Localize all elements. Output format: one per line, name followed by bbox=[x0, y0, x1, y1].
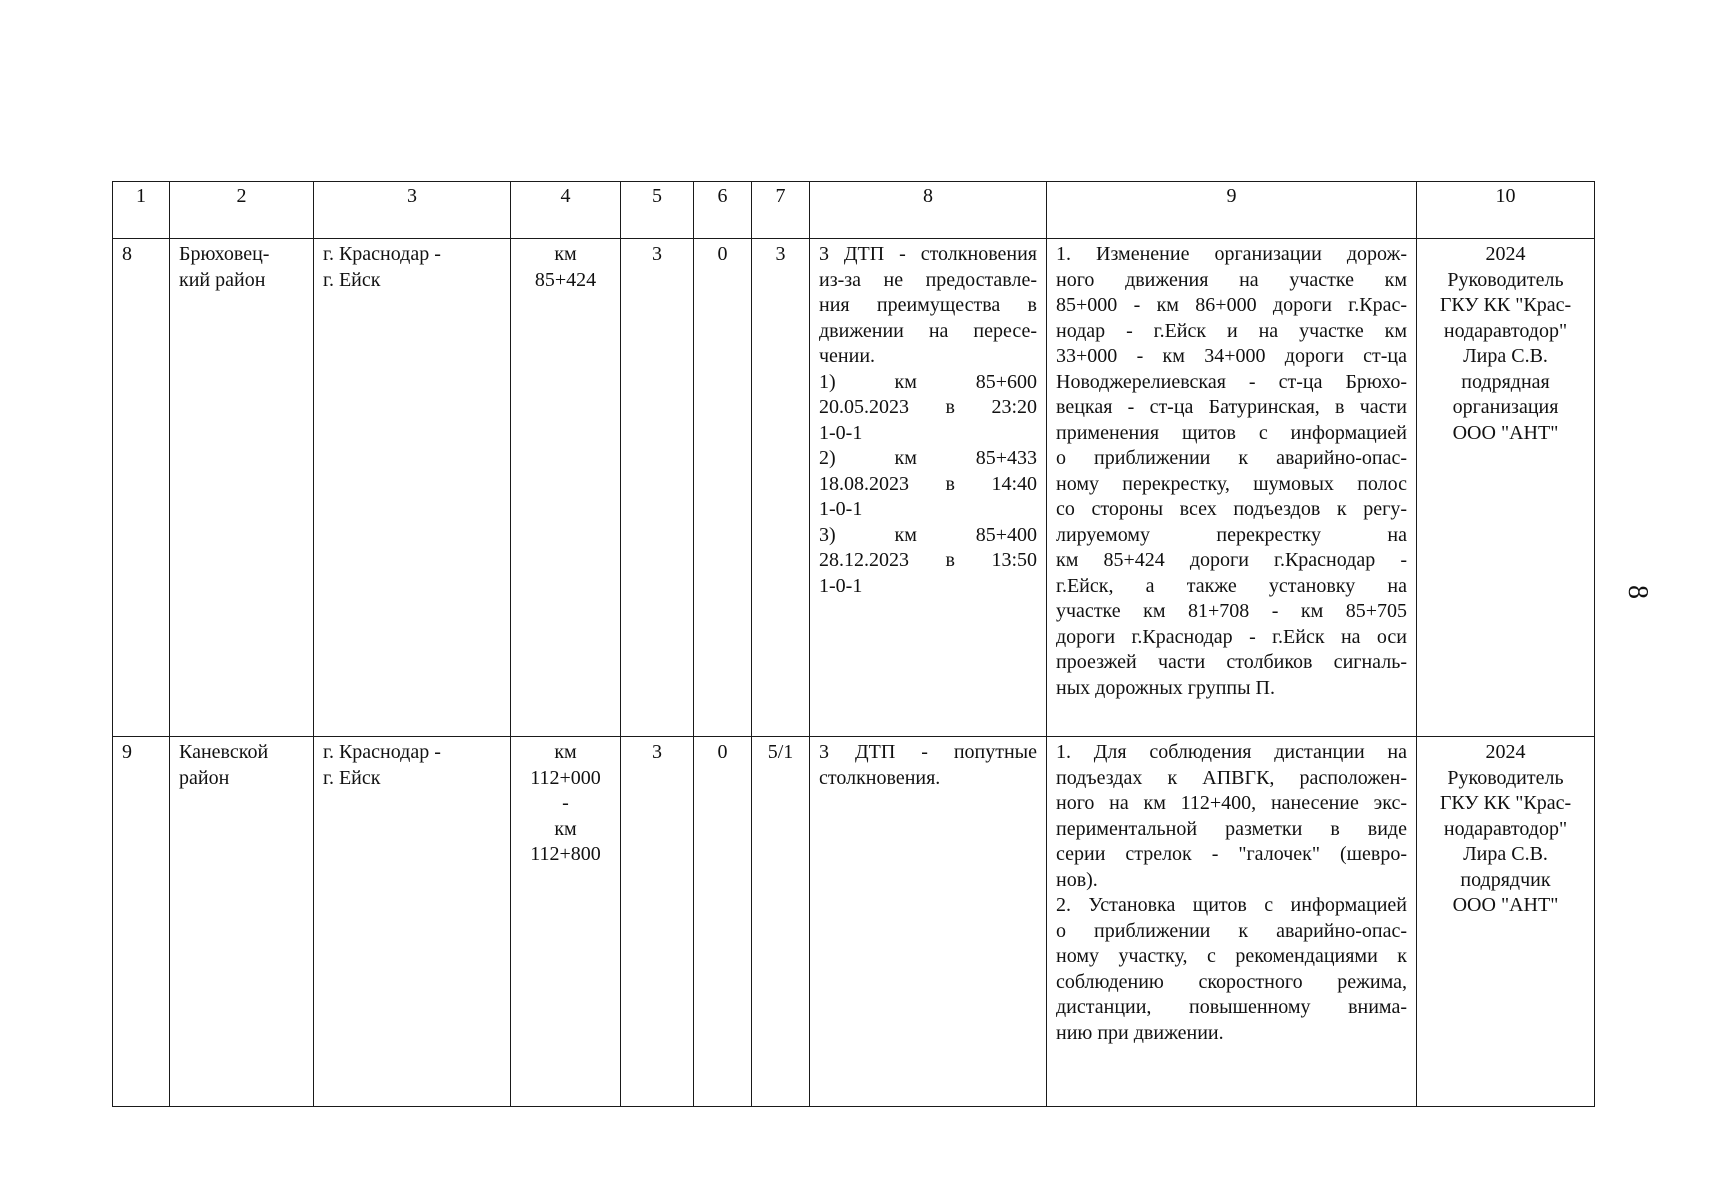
count-cell-7: 5/1 bbox=[752, 737, 810, 1107]
header-cell: 10 bbox=[1417, 182, 1595, 239]
road-cell bbox=[314, 737, 511, 1107]
location-line: км bbox=[554, 817, 577, 840]
responsible-line: 2024 bbox=[1485, 741, 1526, 763]
location-line: км bbox=[554, 741, 577, 763]
measures-line: 33+000 - км 34+000 дороги ст-ца bbox=[1056, 345, 1407, 367]
location-line: - bbox=[562, 792, 569, 814]
count-cell-5: 3 bbox=[621, 737, 694, 1107]
measures-line: ному участку, с рекомендациями к bbox=[1056, 945, 1407, 967]
measures-line: км 85+424 дороги г.Краснодар - bbox=[1056, 549, 1407, 571]
road-line: г. Ейск bbox=[323, 766, 381, 789]
responsible-line: Лира С.В. bbox=[1463, 843, 1548, 865]
road-line: г. Краснодар - bbox=[323, 243, 441, 265]
location-line: 112+800 bbox=[530, 843, 601, 865]
measures-line: периментальной разметки в виде bbox=[1056, 817, 1407, 840]
responsible-line: подрядчик bbox=[1460, 868, 1551, 891]
responsible-line: 2024 bbox=[1485, 243, 1526, 265]
district-line: кий район bbox=[179, 268, 266, 291]
responsible-cell bbox=[1417, 737, 1595, 1107]
responsible-line: подрядная bbox=[1461, 370, 1550, 393]
measures-line: нодар - г.Ейск и на участке км bbox=[1056, 319, 1407, 342]
measures-line: о приближении к аварийно-опас- bbox=[1056, 919, 1407, 942]
header-cell: 1 bbox=[113, 182, 170, 239]
measures-table bbox=[112, 181, 1595, 1107]
measures-line: ных дорожных группы П. bbox=[1056, 676, 1276, 699]
district-cell bbox=[170, 737, 314, 1107]
measures-line: подъездах к АПВГК, расположен- bbox=[1056, 766, 1407, 789]
header-cell: 8 bbox=[810, 182, 1047, 239]
row-number-cell: 9 bbox=[113, 737, 170, 1107]
measures-line: применения щитов с информацией bbox=[1056, 421, 1407, 444]
count-cell-7: 3 bbox=[752, 239, 810, 737]
count-cell-6: 0 bbox=[694, 737, 752, 1107]
responsible-line: Руководитель bbox=[1447, 766, 1564, 789]
table-row bbox=[113, 737, 1595, 1107]
measures-line: нов). bbox=[1056, 868, 1098, 891]
description-cell bbox=[810, 239, 1047, 737]
district-line: Брюховец- bbox=[179, 243, 270, 265]
measures-line: Новоджерелиевская - ст-ца Брюхо- bbox=[1056, 370, 1407, 393]
road-line: г. Краснодар - bbox=[323, 741, 441, 763]
responsible-line: нодаравтодор" bbox=[1443, 319, 1568, 342]
district-line: Каневской bbox=[179, 741, 269, 763]
header-row bbox=[113, 182, 1595, 239]
header-cell: 3 bbox=[314, 182, 511, 239]
measures-line: ному перекрестку, шумовых полос bbox=[1056, 472, 1407, 495]
description-line: ния преимущества в bbox=[819, 294, 1037, 316]
responsible-line: ГКУ КК "Крас- bbox=[1439, 294, 1572, 316]
header-cell: 7 bbox=[752, 182, 810, 239]
measures-line: участке км 81+708 - км 85+705 bbox=[1056, 600, 1407, 622]
incident-line: 1-0-1 bbox=[819, 498, 863, 520]
page-number: 8 bbox=[1622, 585, 1653, 599]
description-cell bbox=[810, 737, 1047, 1107]
responsible-line: организация bbox=[1452, 396, 1559, 418]
table-row bbox=[113, 239, 1595, 737]
measures-line: 1. Для соблюдения дистанции на bbox=[1056, 741, 1407, 763]
count-cell-6: 0 bbox=[694, 239, 752, 737]
measures-line: серии стрелок - "галочек" (шевро- bbox=[1056, 843, 1407, 865]
responsible-line: нодаравтодор" bbox=[1443, 817, 1568, 840]
incident-line: 1-0-1 bbox=[819, 421, 863, 444]
responsible-line: ООО "АНТ" bbox=[1452, 894, 1559, 916]
incident-line: 20.05.2023 в 23:20 bbox=[819, 396, 1037, 418]
incident-line: 28.12.2023 в 13:50 bbox=[819, 549, 1037, 571]
responsible-line: ООО "АНТ" bbox=[1452, 421, 1559, 444]
responsible-cell bbox=[1417, 239, 1595, 737]
measures-line: соблюдению скоростного режима, bbox=[1056, 970, 1407, 993]
measures-line: дистанции, повышенному внима- bbox=[1056, 996, 1407, 1018]
location-line: 85+424 bbox=[534, 268, 597, 291]
incident-line: 1) км 85+600 bbox=[819, 370, 1037, 393]
incident-line: 1-0-1 bbox=[819, 574, 863, 597]
responsible-line: Руководитель bbox=[1447, 268, 1564, 291]
incident-line: 18.08.2023 в 14:40 bbox=[819, 472, 1037, 495]
measures-cell bbox=[1047, 239, 1417, 737]
measures-line: вецкая - ст-ца Батуринская, в части bbox=[1056, 396, 1407, 418]
road-line: г. Ейск bbox=[323, 268, 381, 291]
location-line: 112+000 bbox=[530, 766, 601, 789]
count-cell-5: 3 bbox=[621, 239, 694, 737]
district-cell bbox=[170, 239, 314, 737]
measures-line: проезжей части столбиков сигналь- bbox=[1056, 651, 1407, 673]
header-cell: 9 bbox=[1047, 182, 1417, 239]
description-line: столкновения. bbox=[819, 766, 941, 789]
measures-line: 85+000 - км 86+000 дороги г.Крас- bbox=[1056, 294, 1407, 316]
measures-line: 2. Установка щитов с информацией bbox=[1056, 894, 1407, 916]
description-line: движении на пересе- bbox=[819, 319, 1037, 342]
measures-line: лируемому перекрестку на bbox=[1056, 523, 1407, 546]
measures-cell bbox=[1047, 737, 1417, 1107]
measures-line: г.Ейск, а также установку на bbox=[1056, 574, 1407, 597]
measures-line: о приближении к аварийно-опас- bbox=[1056, 447, 1407, 469]
header-cell: 5 bbox=[621, 182, 694, 239]
header-cell: 6 bbox=[694, 182, 752, 239]
header-cell: 2 bbox=[170, 182, 314, 239]
incident-line: 3) км 85+400 bbox=[819, 523, 1037, 546]
measures-line: ного на км 112+400, нанесение экс- bbox=[1056, 792, 1407, 814]
row-number-cell: 8 bbox=[113, 239, 170, 737]
description-line: 3 ДТП - попутные bbox=[819, 741, 1037, 763]
incident-line: 2) км 85+433 bbox=[819, 447, 1037, 469]
location-cell bbox=[511, 239, 621, 737]
description-line: 3 ДТП - столкновения bbox=[819, 243, 1037, 265]
header-cell: 4 bbox=[511, 182, 621, 239]
description-line: чении. bbox=[819, 345, 876, 367]
measures-line: ного движения на участке км bbox=[1056, 268, 1407, 291]
measures-line: 1. Изменение организации дорож- bbox=[1056, 243, 1407, 265]
measures-line: со стороны всех подъездов к регу- bbox=[1056, 498, 1407, 520]
location-line: км bbox=[554, 243, 577, 265]
road-cell bbox=[314, 239, 511, 737]
district-line: район bbox=[179, 766, 230, 789]
location-cell bbox=[511, 737, 621, 1107]
responsible-line: ГКУ КК "Крас- bbox=[1439, 792, 1572, 814]
measures-line: нию при движении. bbox=[1056, 1021, 1224, 1044]
responsible-line: Лира С.В. bbox=[1463, 345, 1548, 367]
measures-line: дороги г.Краснодар - г.Ейск на оси bbox=[1056, 625, 1407, 648]
description-line: из-за не предоставле- bbox=[819, 268, 1037, 291]
